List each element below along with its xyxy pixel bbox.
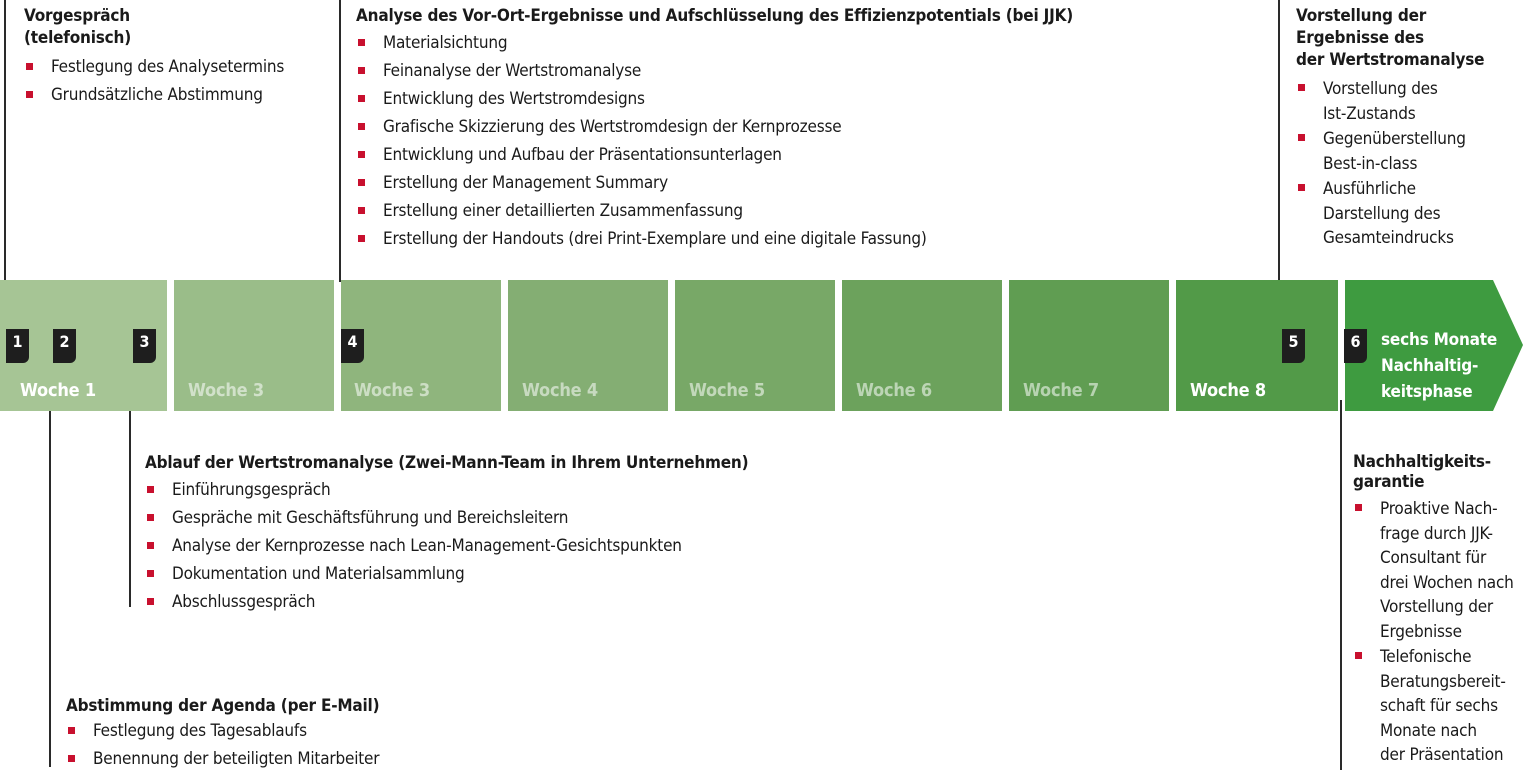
phase-4-item: Grafische Skizzierung des Wertstromdesign der Kernprozesse: [356, 113, 1256, 141]
phase-5-item-line: Gesamteindrucks: [1323, 228, 1454, 248]
phase-6-item-line: Consultant für: [1380, 548, 1487, 568]
phase-1-title: [24, 5, 334, 49]
phase-2-block: [66, 695, 566, 773]
step-marker-3: 3: [133, 329, 156, 363]
timeline-segment-week-7: [1009, 280, 1169, 411]
timeline-segment-week-8: [1176, 280, 1338, 411]
phase-5-item-line: Ist-Zustands: [1323, 103, 1416, 124]
sustainability-phase-line: Nachhaltig-: [1381, 356, 1479, 376]
phase-6-item: [1353, 497, 1525, 644]
timeline-segment-week-3b: [341, 280, 501, 411]
phase-5-item-line: Gegenüberstellung: [1323, 129, 1466, 149]
timeline-segment-week-6: [842, 280, 1002, 411]
week-label: Woche 7: [1023, 380, 1099, 401]
phase-4-item: Erstellung der Management Summary: [356, 169, 1256, 197]
week-label: Woche 3: [188, 380, 264, 401]
phase-5-title-line: der Wertstromanalyse: [1296, 50, 1485, 70]
phase-5-title-line: Ergebnisse des: [1296, 28, 1424, 48]
phase-5-item: [1296, 77, 1524, 126]
phase-4-block: [356, 5, 1256, 253]
phase-6-item-line: schaft für sechs: [1380, 696, 1498, 716]
phase-6-item-line: Proaktive Nach-: [1380, 499, 1498, 519]
sustainability-phase-line: sechs Monate: [1381, 330, 1498, 350]
phase-3-item: Dokumentation und Materialsammlung: [145, 560, 945, 588]
phase-4-item: Entwicklung des Wertstromdesigns: [356, 85, 1256, 113]
phase-4-list: [356, 29, 1256, 253]
phase-1-list: [24, 53, 334, 109]
week-label: Woche 8: [1190, 380, 1266, 401]
week-label: Woche 3: [354, 380, 430, 401]
phase-6-item-line: Ergebnisse: [1380, 621, 1462, 642]
phase-5-block: [1296, 5, 1524, 251]
week-label: Woche 6: [856, 380, 932, 401]
phase-5-item-line: Best-in-class: [1323, 153, 1418, 174]
phase-6-item-line: Telefonische: [1380, 647, 1472, 667]
phase-1-title-line-2: (telefonisch): [24, 28, 132, 48]
phase-6-block: [1353, 452, 1525, 768]
phase-2-list: [66, 717, 566, 773]
phase-4-item: Erstellung der Handouts (drei Print-Exemplare und eine digitale Fassung): [356, 225, 1256, 253]
phase-6-title: [1353, 452, 1525, 492]
phase-1-item: Festlegung des Analysetermins: [24, 53, 334, 81]
phase-4-item: Erstellung einer detaillierten Zusammenfassung: [356, 197, 1256, 225]
phase-6-item-line: der Präsentation: [1380, 745, 1504, 765]
week-label: Woche 4: [522, 380, 598, 401]
phase-3-item: Abschlussgespräch: [145, 588, 945, 616]
step-marker-5: 5: [1282, 329, 1305, 363]
phase-3-item: Analyse der Kernprozesse nach Lean-Management-Gesichtspunkten: [145, 532, 945, 560]
phase-4-item: Feinanalyse der Wertstromanalyse: [356, 57, 1256, 85]
phase-5-item-line: Ausführliche: [1323, 179, 1416, 199]
phase-5-item: [1296, 127, 1524, 176]
phase-5-title-line: Vorstellung der: [1296, 6, 1427, 26]
phase-1-title-line-1: Vorgespräch: [24, 6, 130, 26]
phase-6-item-line: frage durch JJK-: [1380, 523, 1493, 544]
connector-line-6: [1340, 400, 1342, 770]
phase-5-item: [1296, 177, 1524, 251]
phase-6-title-line: Nachhaltigkeits-: [1353, 452, 1491, 472]
phase-5-item-line: Vorstellung des: [1323, 79, 1438, 99]
timeline-band: [0, 280, 1528, 412]
phase-2-title: Abstimmung der Agenda (per E-Mail): [66, 696, 380, 716]
step-marker-6: 6: [1344, 329, 1367, 363]
week-label: Woche 1: [20, 380, 96, 401]
phase-6-item-line: Beratungsbereit-: [1380, 671, 1506, 692]
phase-6-title-line: garantie: [1353, 472, 1425, 492]
phase-3-list: [145, 476, 945, 616]
connector-line-4: [339, 0, 341, 282]
connector-line-1: [4, 0, 6, 282]
phase-6-item-line: Monate nach: [1380, 720, 1477, 741]
phase-4-title: Analyse des Vor-Ort-Ergebnisse und Aufschlüsselung des Effizienzpotentials (bei JJK): [356, 6, 1074, 26]
timeline-segment-week-4: [508, 280, 668, 411]
phase-3-item: Gespräche mit Geschäftsführung und Bereichsleitern: [145, 504, 945, 532]
phase-5-item-line: Darstellung des: [1323, 203, 1441, 224]
phase-1-block: [24, 5, 334, 109]
timeline-segment-week-5: [675, 280, 835, 411]
phase-2-item: Benennung der beteiligten Mitarbeiter: [66, 745, 566, 773]
phase-6-list: [1353, 497, 1525, 768]
phase-6-item-line: Vorstellung der: [1380, 597, 1494, 617]
sustainability-phase-line: keitsphase: [1381, 382, 1473, 402]
phase-3-title: Ablauf der Wertstromanalyse (Zwei-Mann-Team in Ihrem Unternehmen): [145, 453, 749, 473]
connector-line-5: [1278, 0, 1280, 282]
sustainability-phase-label: [1381, 327, 1497, 405]
week-label: Woche 5: [689, 380, 765, 401]
step-marker-2: 2: [53, 329, 76, 363]
step-marker-4: 4: [341, 329, 364, 363]
phase-6-item: [1353, 645, 1525, 768]
phase-6-item-line: drei Wochen nach: [1380, 572, 1514, 593]
phase-5-list: [1296, 77, 1524, 251]
phase-3-item: Einführungsgespräch: [145, 476, 945, 504]
phase-1-item: Grundsätzliche Abstimmung: [24, 81, 334, 109]
phase-4-item: Materialsichtung: [356, 29, 1256, 57]
step-marker-1: 1: [6, 329, 29, 363]
phase-5-title: [1296, 5, 1524, 71]
phase-3-block: [145, 452, 945, 616]
phase-4-item: Entwicklung und Aufbau der Präsentationsunterlagen: [356, 141, 1256, 169]
timeline-segment-week-3a: [174, 280, 334, 411]
phase-2-item: Festlegung des Tagesablaufs: [66, 717, 566, 745]
